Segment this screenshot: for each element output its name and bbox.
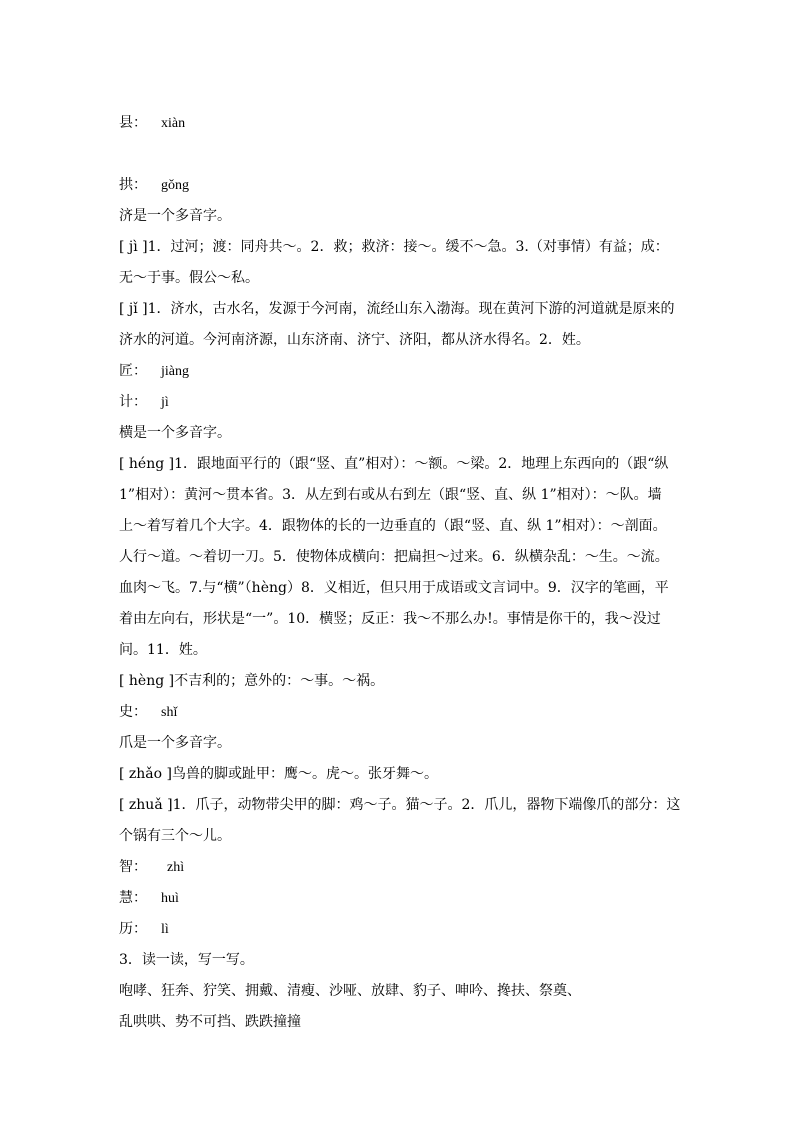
entry-pinyin: huì: [161, 891, 179, 906]
text-line: [ jǐ ]1．济水，古水名，发源于今河南，流经山东入渤海。现在黄河下游的河道就是原来的: [119, 301, 675, 317]
entry-char: 匠：: [119, 363, 147, 379]
text-line: 问。11．姓。: [119, 642, 207, 658]
entry-shi: [119, 697, 684, 728]
entry-pinyin: shǐ: [161, 705, 178, 720]
text-line: 1”相对）：黄河～贯本省。3．从左到右或从右到左（跟“竖、直、纵 1”相对）：～队。墙: [119, 487, 662, 503]
entry-li: [119, 914, 684, 945]
entry-hui: [119, 883, 684, 914]
word-list: 咆哮、狂奔、狞笑、拥戴、清瘦、沙哑、放肆、豹子、呻吟、搀扶、祭奠、: [119, 983, 581, 999]
entry-char: 史：: [119, 704, 147, 720]
text-line: 济是一个多音字。: [119, 208, 231, 224]
text-line: 人行～道。～着切一刀。5．使物体成横向：把扁担～过来。6．纵横杂乱：～生。～流。: [119, 549, 669, 565]
entry-char: 慧：: [119, 890, 147, 906]
entry-pinyin: lì: [161, 922, 169, 937]
entry-char: 智：: [119, 859, 147, 875]
entry-ji: [119, 387, 684, 418]
text-line: 上～着写着几个大字。4．跟物体的长的一边垂直的（跟“竖、直、纵 1”相对）：～剖面。: [119, 518, 667, 534]
entry-zhi: [119, 852, 684, 883]
entry-pinyin: gǒng: [161, 178, 189, 193]
entry-pinyin: xiàn: [161, 116, 186, 131]
entry-char: 计：: [119, 394, 147, 410]
word-list: 乱哄哄、势不可挡、跌跌撞撞: [119, 1014, 301, 1030]
text-line: 血肉～飞。7.与“横”（hèng）8．义相近，但只用于成语或文言词中。9．汉字的笔画，平: [119, 580, 669, 596]
entry-pinyin: jì: [161, 395, 169, 410]
text-line: 爪是一个多音字。: [119, 735, 231, 751]
text-line: [ jì ]1．过河；渡：同舟共～。2．救；救济：接～。缓不～急。3.（对事情）有益；成：: [119, 239, 669, 255]
text-line: 无～于事。假公～私。: [119, 270, 259, 286]
entry-char: 县：: [119, 115, 147, 131]
text-line: [ zhuǎ ]1．爪子，动物带尖甲的脚：鸡～子。猫～子。2．爪儿，器物下端像爪的部分：这: [119, 797, 681, 813]
entry-pinyin: zhì: [167, 860, 185, 875]
text-line: [ zhǎo ]鸟兽的脚或趾甲：鹰～。虎～。张牙舞～。: [119, 766, 438, 782]
entry-jiang: [119, 356, 684, 387]
section-heading: 3．读一读，写一写。: [119, 952, 254, 968]
entry-gong: [119, 170, 684, 201]
entry-pinyin: jiàng: [161, 364, 189, 379]
entry-char: 拱：: [119, 177, 147, 193]
text-line: 着由左向右，形状是“一”。10．横竖；反正：我～不那么办!。事情是你干的，我～没过: [119, 611, 661, 627]
text-line: [ hèng ]不吉利的；意外的：～事。～祸。: [119, 673, 385, 689]
text-line: 个锅有三个～儿。: [119, 828, 231, 844]
text-line: [ héng ]1．跟地面平行的（跟“竖、直”相对）：～额。～梁。2．地理上东西向的（跟“纵: [119, 456, 669, 472]
entry-xian: [119, 108, 684, 139]
entry-char: 历：: [119, 921, 147, 937]
text-line: 济水的河道。今河南济源，山东济南、济宁、济阳，都从济水得名。2．姓。: [119, 332, 590, 348]
text-line: 横是一个多音字。: [119, 425, 231, 441]
